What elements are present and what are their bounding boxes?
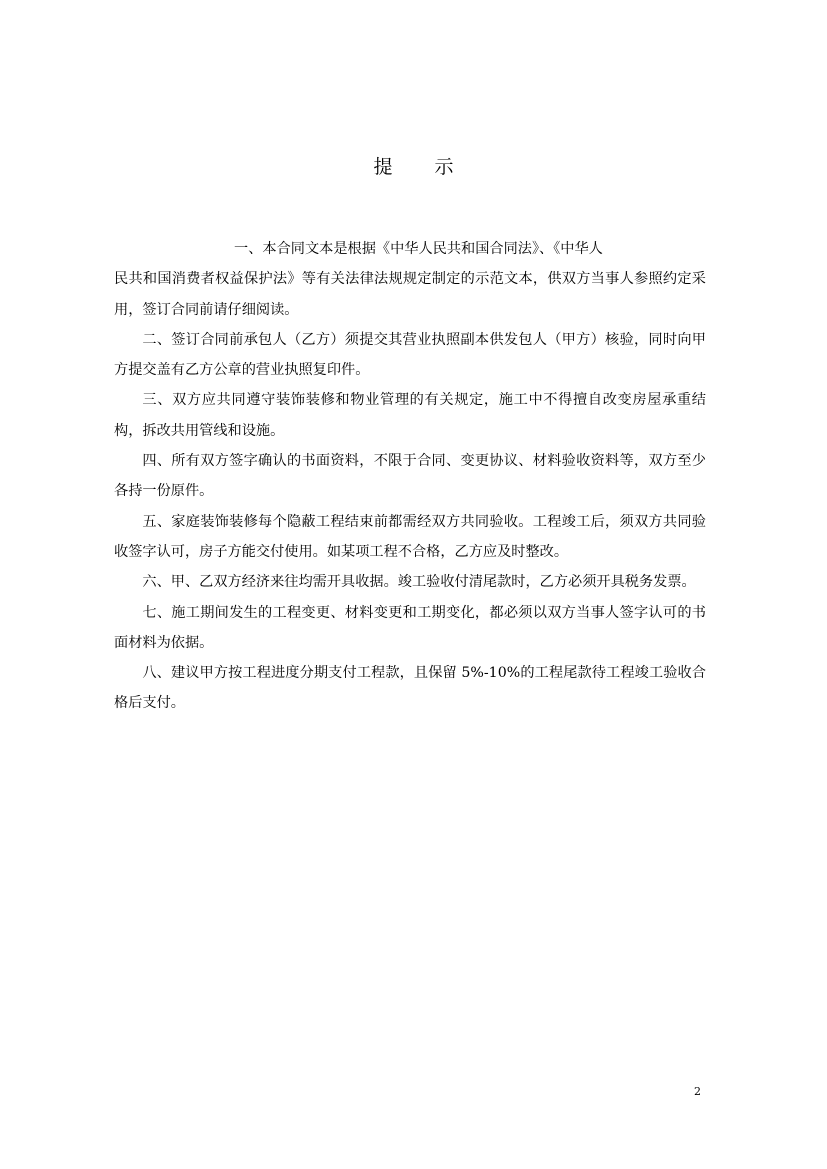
notice-body [114,234,706,719]
paragraph-8: 八、建议甲方按工程进度分期支付工程款，且保留 5%-10%的工程尾款待工程竣工验收合格后支付。 [114,665,706,712]
paragraph-7: 七、施工期间发生的工程变更、材料变更和工期变化，都必须以双方当事人签字认可的书面材料为依据。 [114,604,706,651]
paragraph-5: 五、家庭装饰装修每个隐蔽工程结束前都需经双方共同验收。工程竣工后，须双方共同验收签字认可，房子方能交付使用。如某项工程不合格，乙方应及时整改。 [114,513,706,560]
page-title: 提 示 [373,156,472,178]
paragraph-1-continued: 民共和国消费者权益保护法》等有关法律法规规定制定的示范文本，供双方当事人参照约定采用，签订合同前请仔细阅读。 [114,271,706,318]
paragraph-3: 三、双方应共同遵守装饰装修和物业管理的有关规定，施工中不得擅自改变房屋承重结构，拆改共用管线和设施。 [114,392,706,439]
paragraph-2: 二、签订合同前承包人（乙方）须提交其营业执照副本供发包人（甲方）核验，同时向甲方提交盖有乙方公章的营业执照复印件。 [114,331,706,379]
paragraph-6: 六、甲、乙双方经济来往均需开具收据。竣工验收付清尾款时，乙方必须开具税务发票。 [142,574,696,591]
paragraph-1-line-1: 一、本合同文本是根据《中华人民共和国合同法》、《中华人 [234,241,603,257]
page-number: 2 [694,1085,701,1098]
paragraph-4: 四、所有双方签字确认的书面资料，不限于合同、变更协议、材料验收资料等，双方至少各持一份原件。 [114,453,706,500]
